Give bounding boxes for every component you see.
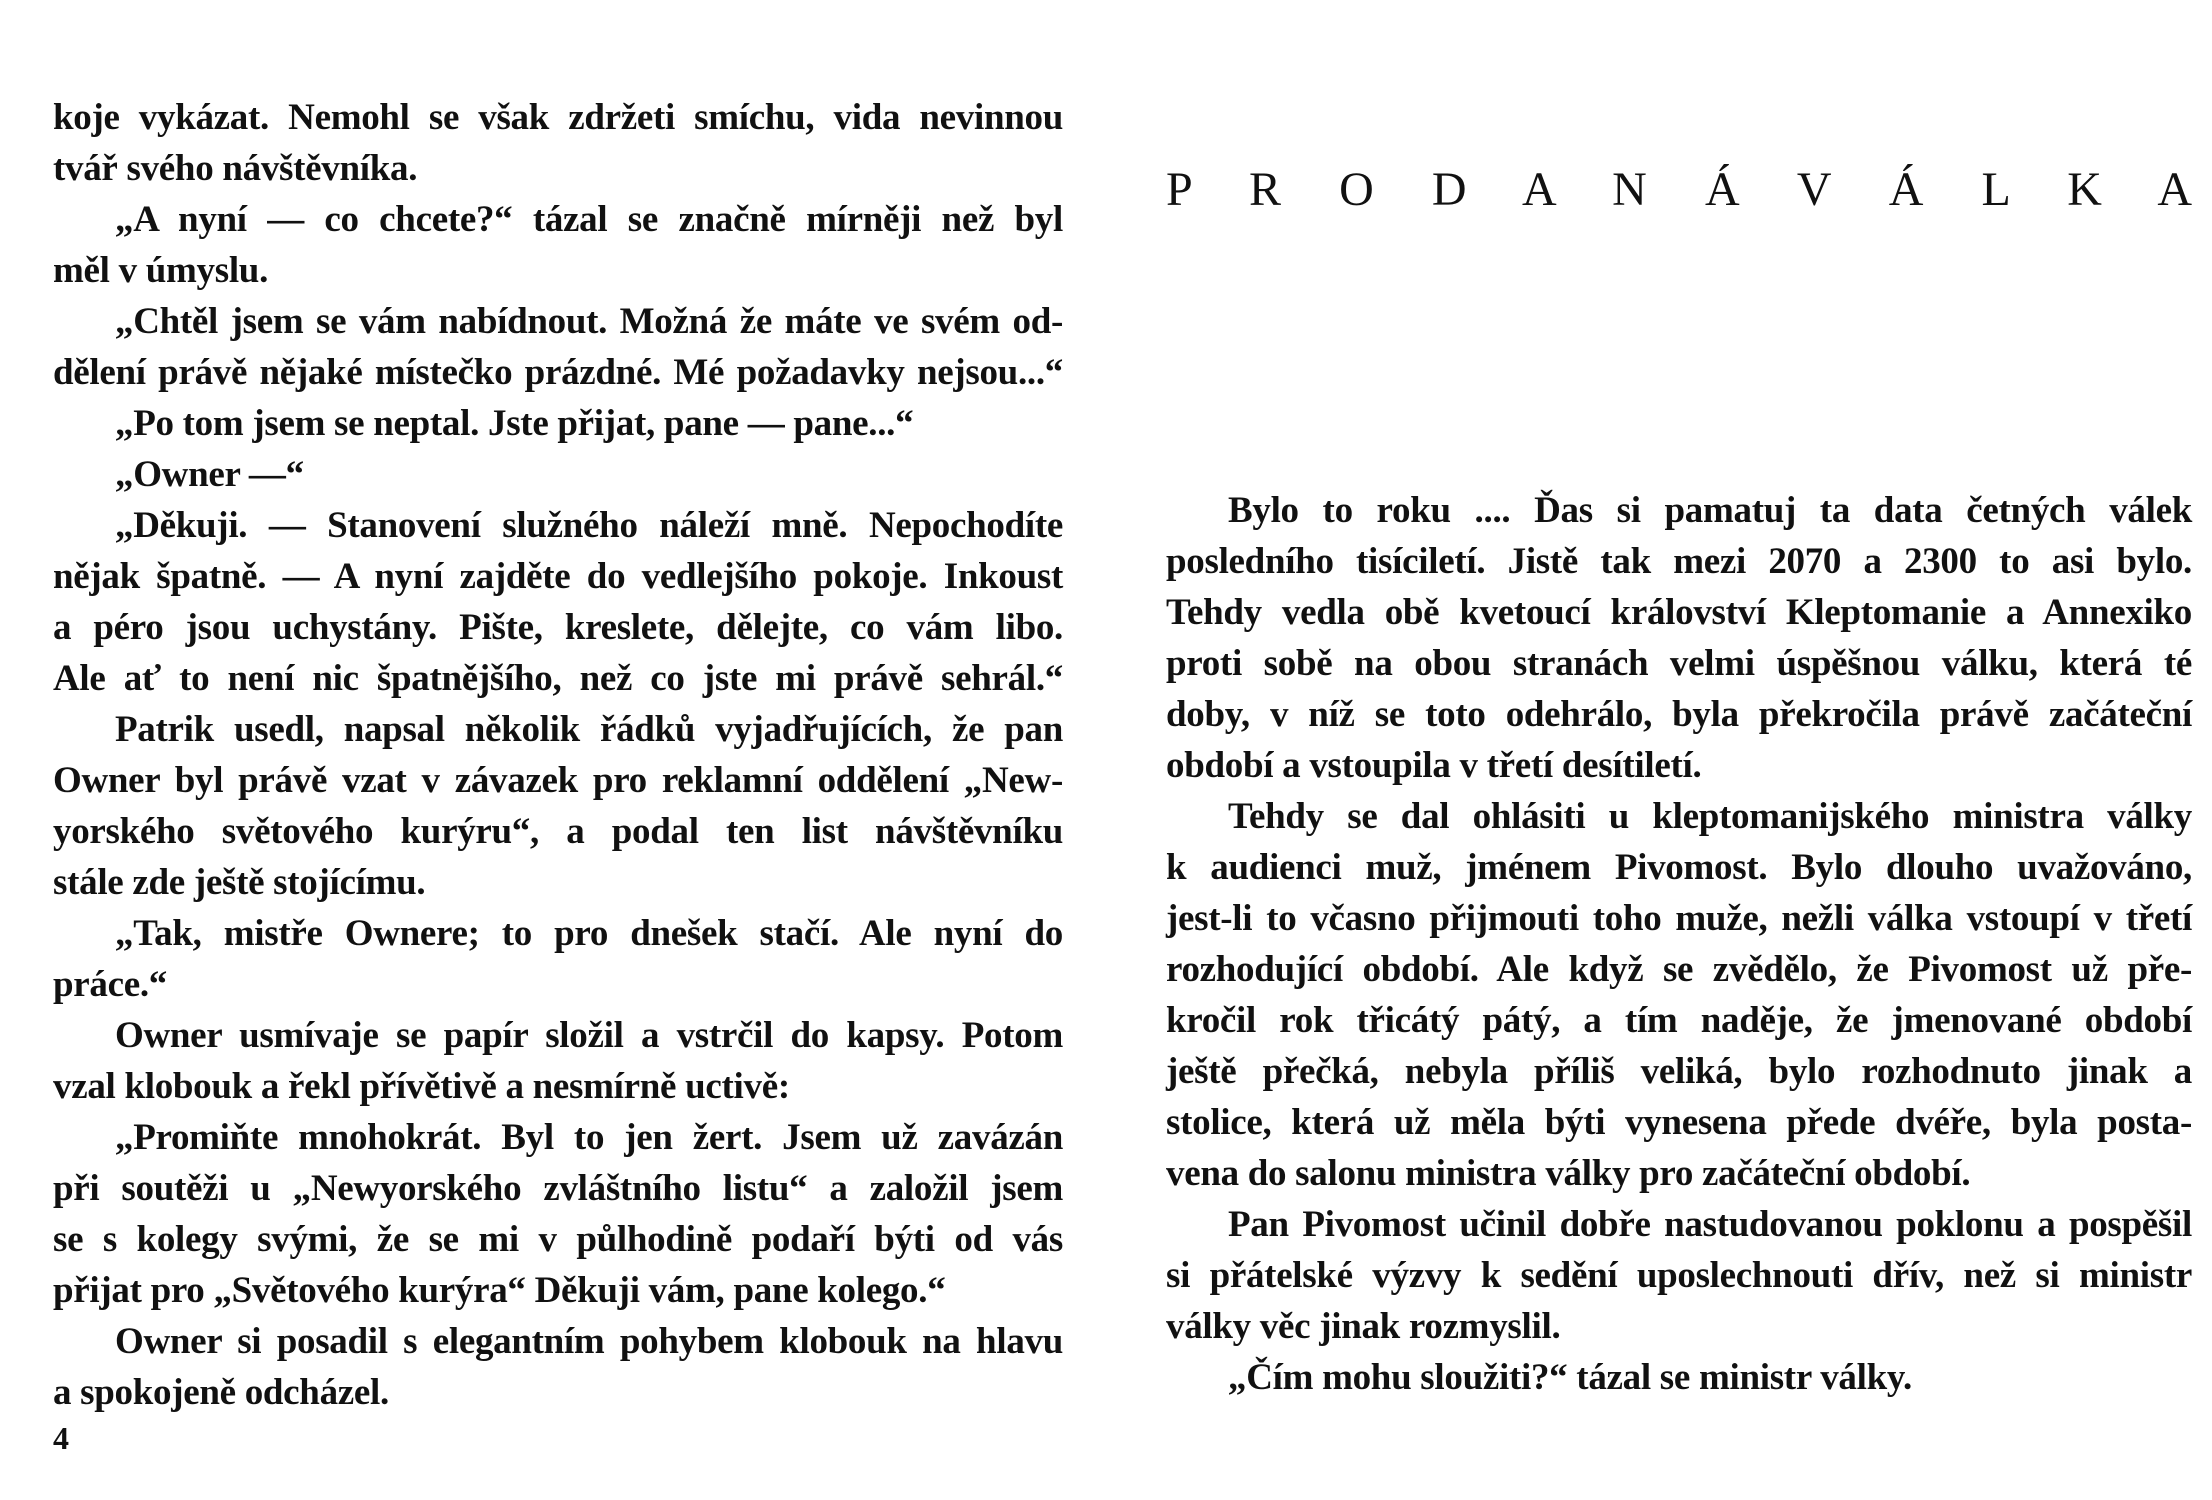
left-page-text — [53, 92, 1063, 1418]
text-line: Owner byl právě vzat v závazek pro reklamní oddělení „New- — [53, 760, 1063, 801]
text-line: „Po tom jsem se neptal. Jste přijat, pane — pane...“ — [115, 403, 914, 444]
text-line: Bylo to roku .... Ďas si pamatuj ta data četných válek — [1228, 490, 2192, 531]
text-line: Tehdy vedla obě kvetoucí království Kleptomanie a Annexiko — [1166, 592, 2192, 633]
text-line: měl v úmyslu. — [53, 250, 269, 291]
text-line: „A nyní — co chcete?“ tázal se značně mírněji než byl — [115, 199, 1063, 240]
text-line: koje vykázat. Nemohl se však zdržeti smíchu, vida nevinnou — [53, 97, 1063, 138]
text-line: období a vstoupila v třetí desítiletí. — [1166, 745, 1702, 786]
text-line: války věc jinak rozmyslil. — [1166, 1306, 1561, 1347]
text-line: „Tak, mistře Ownere; to pro dnešek stačí. Ale nyní do — [115, 913, 1063, 954]
text-line: „Promiňte mnohokrát. Byl to jen žert. Jsem už zavázán — [115, 1117, 1063, 1158]
text-line: tvář svého návštěvníka. — [53, 148, 418, 189]
text-line: posledního tisíciletí. Jistě tak mezi 2070 a 2300 to asi bylo. — [1166, 541, 2192, 582]
right-page-text — [1166, 485, 2192, 1403]
text-line: Owner usmívaje se papír složil a vstrčil do kapsy. Potom — [115, 1015, 1063, 1056]
text-line: Tehdy se dal ohlásiti u kleptomanijského ministra války — [1228, 796, 2192, 837]
text-line: Owner si posadil s elegantním pohybem klobouk na hlavu — [115, 1321, 1063, 1362]
page-number: 4 — [53, 1420, 69, 1456]
text-line: si přátelské výzvy k sedění uposlechnouti dřív, než si ministr — [1166, 1255, 2192, 1296]
text-line: Pan Pivomost učinil dobře nastudovanou poklonu a pospěšil — [1228, 1204, 2192, 1245]
right-page — [1106, 0, 2212, 1500]
chapter-title: P R O D A N Á V Á L K A — [1166, 163, 2192, 216]
text-line: k audienci muž, jménem Pivomost. Bylo dlouho uvažováno, — [1166, 847, 2192, 888]
text-line: proti sobě na obou stranách velmi úspěšnou válku, která té — [1166, 643, 2192, 684]
text-line: jest-li to včasno přijmouti toho muže, nežli válka vstoupí v třetí — [1166, 898, 2192, 939]
text-line: a péro jsou uchystány. Pište, kreslete, dělejte, co vám libo. — [53, 607, 1063, 648]
text-line: kročil rok třicátý pátý, a tím naděje, že jmenované období — [1166, 1000, 2192, 1041]
text-line: a spokojeně odcházel. — [53, 1372, 389, 1413]
text-line: vena do salonu ministra války pro začáteční období. — [1166, 1153, 1971, 1194]
text-line: doby, v níž se toto odehrálo, byla překročila právě začáteční — [1166, 694, 2192, 735]
text-line: při soutěži u „Newyorského zvláštního listu“ a založil jsem — [53, 1168, 1063, 1209]
text-line: Ale ať to není nic špatnějšího, než co jste mi právě sehrál.“ — [53, 658, 1063, 699]
text-line: „Owner —“ — [115, 454, 304, 495]
text-line: práce.“ — [53, 964, 167, 1005]
text-line: yorského světového kurýru“, a podal ten list návštěvníku — [53, 811, 1063, 852]
text-line: rozhodující období. Ale když se zvědělo, že Pivomost už pře- — [1166, 949, 2192, 990]
text-line: nějak špatně. — A nyní zajděte do vedlejšího pokoje. Inkoust — [53, 556, 1063, 597]
text-line: Patrik usedl, napsal několik řádků vyjadřujících, že pan — [115, 709, 1063, 750]
text-line: vzal klobouk a řekl přívětivě a nesmírně uctivě: — [53, 1066, 790, 1107]
text-line: „Chtěl jsem se vám nabídnout. Možná že máte ve svém od- — [115, 301, 1063, 342]
text-line: se s kolegy svými, že se mi v půlhodině podaří býti od vás — [53, 1219, 1063, 1260]
text-line: přijat pro „Světového kurýra“ Děkuji vám, pane kolego.“ — [53, 1270, 946, 1311]
text-line: ještě přečká, nebyla příliš veliká, bylo rozhodnuto jinak a — [1166, 1051, 2192, 1092]
text-line: stále zde ještě stojícímu. — [53, 862, 426, 903]
text-line: dělení právě nějaké místečko prázdné. Mé požadavky nejsou...“ — [53, 352, 1063, 393]
text-line: „Děkuji. — Stanovení služného náleží mně. Nepochodíte — [115, 505, 1063, 546]
text-line: „Čím mohu sloužiti?“ tázal se ministr války. — [1228, 1357, 1913, 1398]
text-line: stolice, která už měla býti vynesena přede dvéře, byla posta- — [1166, 1102, 2192, 1143]
